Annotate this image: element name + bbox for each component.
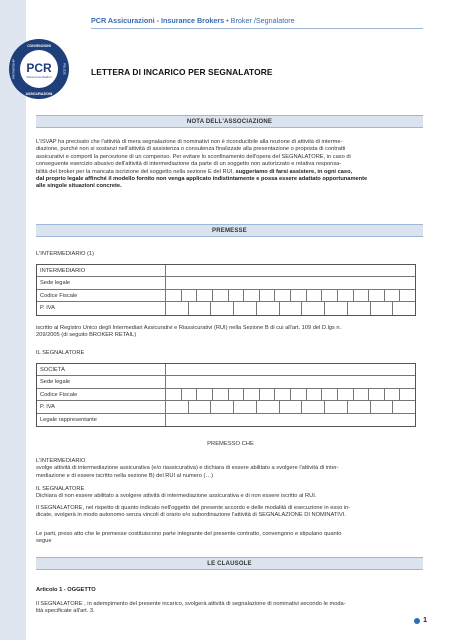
page-number-value: 1 — [423, 617, 427, 624]
form-row — [37, 364, 415, 376]
section-band-nota: NOTA DELL'ASSOCIAZIONE — [36, 115, 423, 128]
logo-main-text: PCR — [26, 61, 52, 75]
legale-rappresentante-field[interactable] — [165, 414, 415, 426]
field-label: Sede legale — [40, 379, 71, 386]
premesso-line: Dichiara di non essere abilitato a svolgere attività di intermediazione assicurativa e di non essere iscritto al RUI. — [36, 493, 317, 500]
field-label: Codice Fiscale — [40, 391, 78, 398]
premesso-block-4 — [36, 531, 425, 546]
premesso-line: IL SEGNALATORE — [36, 486, 85, 492]
header-separator: • — [224, 16, 231, 25]
premesso-line: dicate, svolgerà in modo autonomo senza vincoli di orario e/o subordinazione l'attività di SEGNALAZIONE DI NOMINATIVI. — [36, 512, 346, 519]
section-band-clausole: LE CLAUSOLE — [36, 557, 423, 570]
field-label: Codice Fiscale — [40, 292, 78, 299]
logo-top-text: CONVENZIONI — [27, 44, 51, 48]
segnalatore-sede-field[interactable] — [165, 376, 415, 387]
field-label: Sede legale — [40, 280, 71, 287]
header-divider — [91, 28, 423, 29]
articolo-title — [36, 587, 425, 594]
premesso-line: segue — [36, 538, 52, 545]
header-company: PCR Assicurazioni - Insurance Brokers — [91, 16, 225, 25]
pcr-logo — [8, 38, 70, 100]
iscritto-line: iscritto al Registro Unico degli Intermediari Assicurativi e Riassicurativi (RUI) nella Sezione B di cui all'art. 109 del D.lgs n. — [36, 325, 342, 331]
intermediario-sede-field[interactable] — [165, 277, 415, 288]
bullet-icon — [414, 618, 420, 624]
page-number — [414, 617, 427, 624]
nota-line: assicurativi e comporti la percezione di un compenso. Per evitare lo sconfinamento dell'opera del SEGNALATORE, in caso di — [36, 153, 351, 160]
articolo-paragraph — [36, 601, 425, 616]
articolo-line: lità specificate all'art. 3. — [36, 608, 95, 615]
logo-tagline: Pensa Come Realizzi — [26, 76, 52, 79]
form-row — [37, 290, 415, 302]
header-section: Broker /Segnalatore — [230, 16, 295, 25]
articolo-heading: Articolo 1 - OGGETTO — [36, 587, 96, 593]
premesso-block-3 — [36, 505, 425, 520]
premesso-line: L'INTERMEDIARIO — [36, 458, 86, 464]
segnalatore-piva-boxes[interactable] — [165, 401, 415, 412]
intermediario-name-field[interactable] — [165, 265, 415, 276]
intermediario-label: L'INTERMEDIARIO (1) — [36, 251, 94, 257]
premesso-line: Le parti, preso atto che le premesse costituiscono parte integrante del presente contratto, convengono e stipulano quanto — [36, 531, 342, 537]
field-label: INTERMEDIARIO — [40, 268, 86, 274]
section-band-premesse: PREMESSE — [36, 224, 423, 237]
premesso-line: Il SEGNALATORE, nel rispetto di quanto indicato nell'oggetto del presente accordo e delle modalità di esecuzione in esso in- — [36, 505, 351, 511]
form-row — [37, 414, 415, 426]
premesso-line: svolge attività di intermediazione assicurativa (e/o riassicurativa) e dichiara di essere abilitato a svolgere l'attività di inter- — [36, 465, 339, 472]
intermediario-piva-boxes[interactable] — [165, 302, 415, 314]
field-label: SOCIETÀ — [40, 367, 65, 373]
segnalatore-cf-boxes[interactable] — [165, 389, 415, 400]
segnalatore-label: IL SEGNALATORE — [36, 350, 85, 356]
form-row — [37, 389, 415, 401]
field-label: P. IVA — [40, 305, 55, 312]
intermediario-cf-boxes[interactable] — [165, 290, 415, 301]
nota-bold-line: dal proprio legale affinché il modello fornito non venga applicato indistintamente e possa essere adattato opportunamente — [36, 176, 368, 183]
premesso-heading: PREMESSO CHE — [207, 441, 254, 447]
form-row — [37, 265, 415, 277]
form-row — [37, 277, 415, 289]
premesso-block-2 — [36, 486, 425, 501]
field-label: P. IVA — [40, 404, 55, 411]
articolo-line: Il SEGNALATORE , in adempimento del presente incarico, svolgerà attività di segnalazione di nominativi secondo le moda- — [36, 601, 346, 607]
iscritto-line: 209/2005 (di seguito BROKER RETAIL) — [36, 332, 137, 339]
field-label: Legale rappresentante — [40, 416, 97, 423]
nota-line: L'ISVAP ha precisato che l'attività di mera segnalazione di nominativi non è riconducibile alla nozione di attività di interme- — [36, 139, 343, 145]
form-row — [37, 376, 415, 388]
logo-right-text: POLIZZE — [62, 62, 67, 76]
nota-line: conseguente esercizio abusivo dell'attività di intermediazione da parte di un soggetto non autorizzato e relativa responsa- — [36, 161, 342, 168]
segnalatore-form — [36, 363, 416, 427]
nota-line: diazione, purché non si sostanzi nell'attività di assistenza o consulenza finalizzate alla presentazione o proposta di contratti — [36, 146, 346, 153]
nota-bold-inline: suggeriamo di farsi assistere, in ogni caso, — [235, 168, 353, 175]
page-header — [91, 16, 295, 25]
logo-bottom-text: ASSICURAZIONI — [25, 92, 53, 96]
premesso-line: mediazione e di essere iscritto nella sezione B) del RUI al numero (…) — [36, 472, 214, 479]
societa-field[interactable] — [165, 364, 415, 375]
logo-left-text: PARTNERSHIP — [11, 58, 16, 80]
document-title: LETTERA DI INCARICO PER SEGNALATORE — [91, 67, 273, 77]
nota-line: bilità del broker per la mancata iscrizione del soggetto nella sezione E del RUI, — [36, 168, 236, 175]
iscritto-paragraph — [36, 325, 425, 340]
nota-line-mixed — [36, 169, 425, 176]
nota-paragraph — [36, 139, 425, 191]
form-row — [37, 302, 415, 314]
intermediario-form — [36, 264, 416, 316]
premesso-block-1 — [36, 458, 425, 480]
nota-bold-line: alle singole situazioni concrete. — [36, 183, 122, 190]
form-row — [37, 401, 415, 413]
